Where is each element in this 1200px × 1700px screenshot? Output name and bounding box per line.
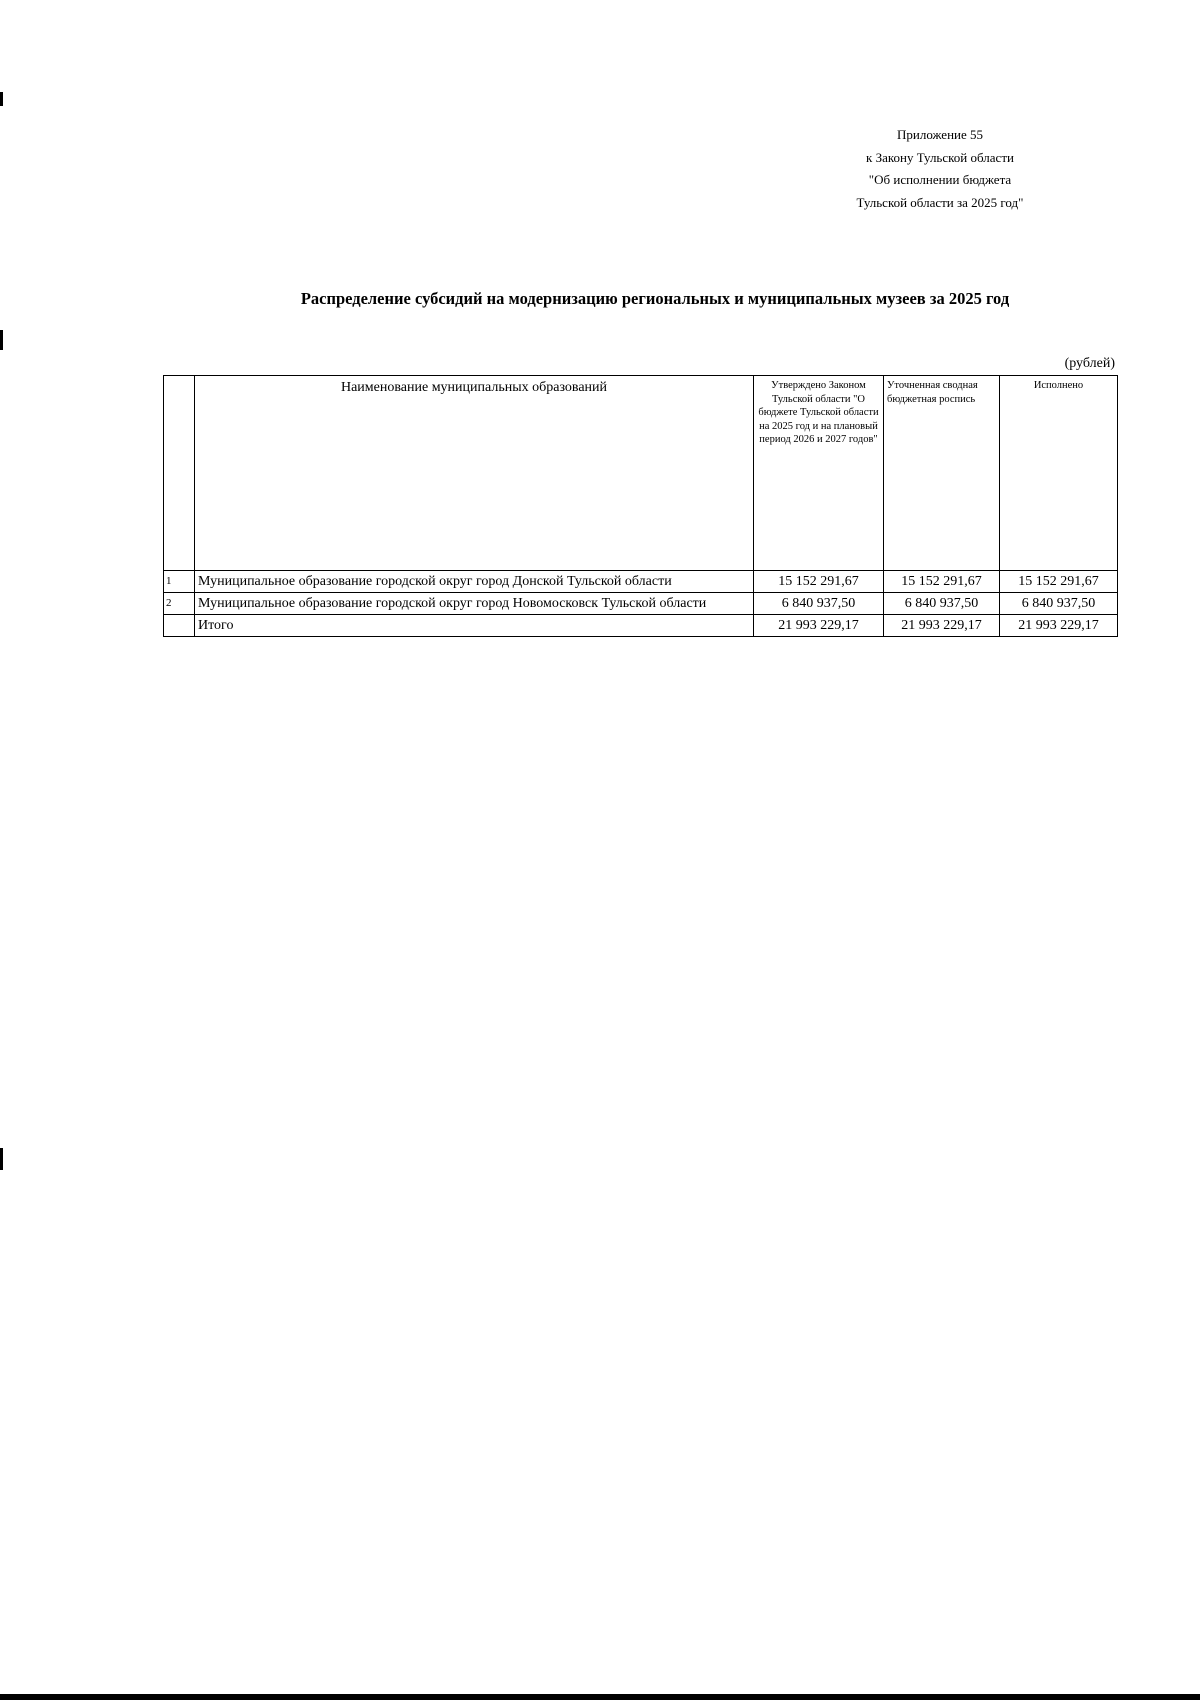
scan-edge-mark	[0, 330, 3, 350]
row-approved: 6 840 937,50	[754, 593, 884, 615]
row-refined: 15 152 291,67	[884, 571, 1000, 593]
total-number	[164, 615, 195, 637]
row-name: Муниципальное образование городской округ город Новомосковск Тульской области	[195, 593, 754, 615]
scan-edge-mark	[0, 1148, 3, 1170]
appendix-line: "Об исполнении бюджета	[868, 172, 1012, 187]
total-name: Итого	[195, 615, 754, 637]
table-header-row	[164, 376, 1118, 571]
document-title: Распределение субсидий на модернизацию региональных и муниципальных музеев за 2025 год	[300, 289, 1010, 308]
row-refined: 6 840 937,50	[884, 593, 1000, 615]
header-executed: Исполнено	[1000, 376, 1118, 571]
appendix-header	[820, 124, 1060, 214]
row-executed: 15 152 291,67	[1000, 571, 1118, 593]
appendix-line: Приложение 55	[896, 127, 984, 142]
header-number	[164, 376, 195, 571]
header-refined: Уточненная сводная бюджетная роспись	[884, 376, 1000, 571]
appendix-line: Тульской области за 2025 год"	[856, 194, 1024, 210]
row-number: 2	[164, 593, 195, 615]
scan-edge-mark	[0, 92, 3, 106]
row-number: 1	[164, 571, 195, 593]
total-executed: 21 993 229,17	[1000, 615, 1118, 637]
table-row	[164, 593, 1118, 615]
row-executed: 6 840 937,50	[1000, 593, 1118, 615]
table-row	[164, 571, 1118, 593]
unit-label: (рублей)	[1064, 356, 1115, 371]
total-refined: 21 993 229,17	[884, 615, 1000, 637]
row-approved: 15 152 291,67	[754, 571, 884, 593]
table-total-row	[164, 615, 1118, 637]
total-approved: 21 993 229,17	[754, 615, 884, 637]
appendix-line: к Закону Тульской области	[866, 149, 1014, 165]
row-name: Муниципальное образование городской округ город Донской Тульской области	[195, 571, 754, 593]
header-name: Наименование муниципальных образований	[195, 376, 754, 571]
subsidy-table	[163, 375, 1118, 637]
header-approved: Утверждено Законом Тульской области "О бюджете Тульской области на 2025 год и на плановый период 2026 и 2027 годов"	[754, 376, 884, 571]
scan-bottom-edge	[0, 1694, 1200, 1700]
